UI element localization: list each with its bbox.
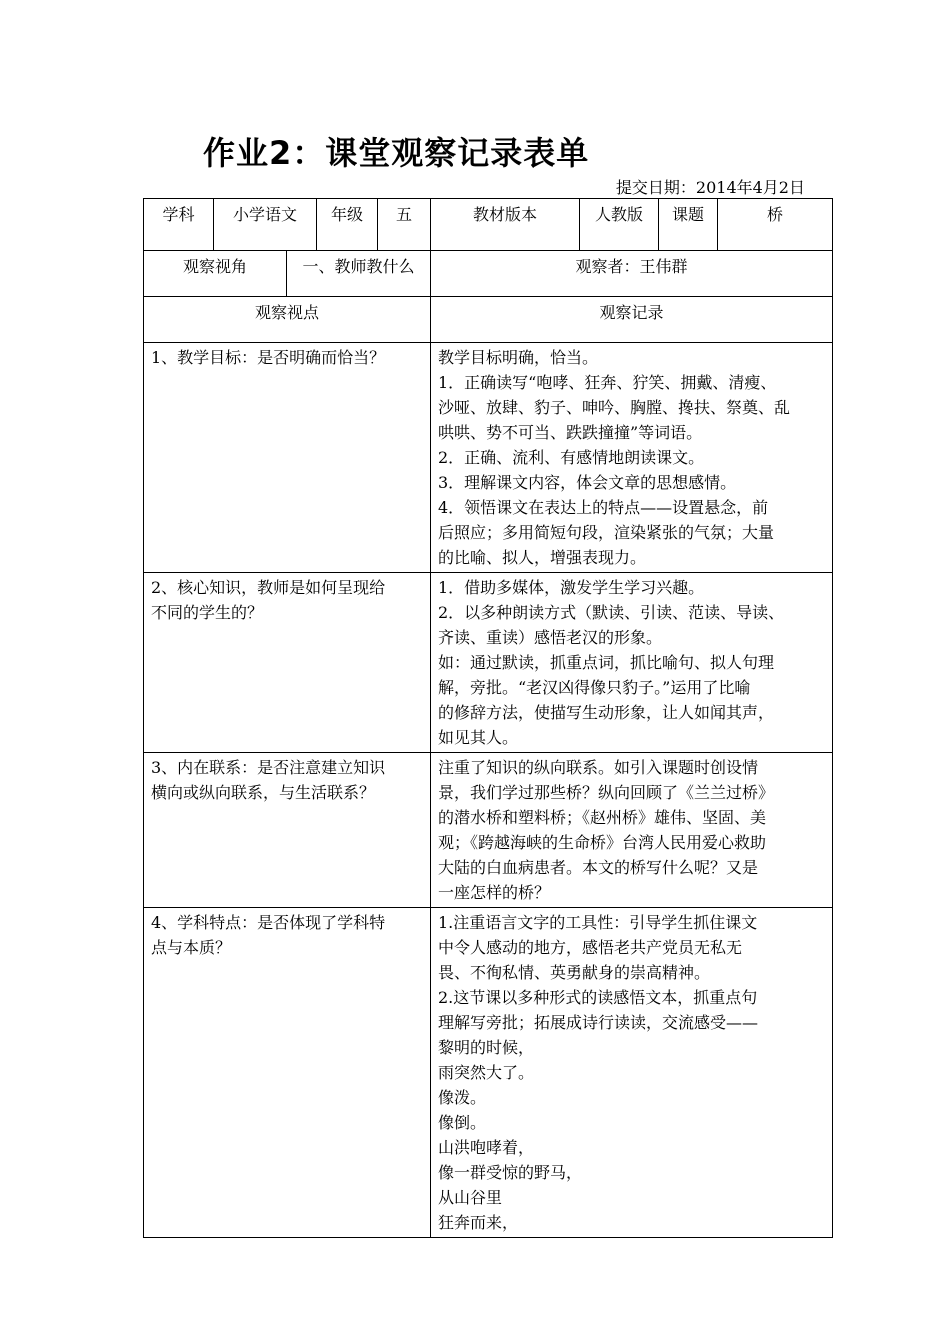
grade-label: 年级 <box>317 199 378 251</box>
record-cell <box>431 573 833 753</box>
record-line: 理解写旁批；拓展成诗行读读，交流感受—— <box>438 1013 759 1032</box>
record-line: 沙哑、放肆、豹子、呻吟、胸膛、搀扶、祭奠、乱 <box>438 398 791 417</box>
point-cell <box>144 343 431 573</box>
record-line: 中令人感动的地方，感悟老共产党员无私无 <box>438 938 743 957</box>
edition-value: 人教版 <box>580 199 659 251</box>
record-line: 像倒。 <box>438 1113 487 1132</box>
record-line: 1．正确读写“咆哮、狂奔、狞笑、拥戴、清瘦、 <box>438 373 777 392</box>
record-line: 黎明的时候， <box>438 1038 535 1057</box>
observation-form <box>143 198 832 1232</box>
subject-label: 学科 <box>144 199 214 251</box>
record-line: 像一群受惊的野马， <box>438 1163 583 1182</box>
table-row <box>144 343 833 573</box>
header-row <box>144 297 833 343</box>
record-line: 2．以多种朗读方式（默读、引读、范读、导读、 <box>438 603 785 622</box>
meta-table <box>143 198 833 251</box>
record-line: 注重了知识的纵向联系。如引入课题时创设情 <box>438 758 759 777</box>
record-line: 的比喻、拟人，增强表现力。 <box>438 548 647 567</box>
table-row <box>144 573 833 753</box>
header-record: 观察记录 <box>431 297 833 343</box>
record-line: 雨突然大了。 <box>438 1063 535 1082</box>
grade-value: 五 <box>378 199 431 251</box>
record-line: 教学目标明确，恰当。 <box>438 348 599 367</box>
record-line: 观；《跨越海峡的生命桥》台湾人民用爱心救助 <box>438 833 767 852</box>
perspective-row <box>144 251 833 297</box>
record-line: 如：通过默读，抓重点词，抓比喻句、拟人句理 <box>438 653 775 672</box>
point-cell <box>144 908 431 1238</box>
record-line: 2．正确、流利、有感情地朗读课文。 <box>438 448 705 467</box>
edition-label: 教材版本 <box>431 199 580 251</box>
submit-date: 提交日期：2014年4月2日 <box>615 178 805 197</box>
record-line: 畏、不徇私情、英勇献身的崇高精神。 <box>438 963 711 982</box>
meta-row <box>144 199 833 251</box>
topic-value: 桥 <box>718 199 833 251</box>
record-line: 3．理解课文内容，体会文章的思想感情。 <box>438 473 737 492</box>
record-cell <box>431 343 833 573</box>
page-title: 作业2：课堂观察记录表单 <box>203 134 590 172</box>
record-cell <box>431 908 833 1238</box>
observer: 观察者：王伟群 <box>431 251 833 297</box>
record-line: 哄哄、势不可当、跌跌撞撞”等词语。 <box>438 423 703 442</box>
record-line: 如见其人。 <box>438 728 519 747</box>
point-line: 点与本质？ <box>151 938 232 957</box>
record-line: 解，旁批。“老汉凶得像只豹子。”运用了比喻 <box>438 678 751 697</box>
header-point: 观察视点 <box>144 297 431 343</box>
record-line: 景，我们学过那些桥？纵向回顾了《兰兰过桥》 <box>438 783 775 802</box>
record-line: 山洪咆哮着， <box>438 1138 535 1157</box>
record-line: 一座怎样的桥？ <box>438 883 551 902</box>
observation-table <box>143 250 833 1238</box>
point-line: 2、核心知识，教师是如何呈现给 <box>151 578 386 597</box>
record-cell <box>431 753 833 908</box>
topic-label: 课题 <box>659 199 718 251</box>
record-line: 狂奔而来， <box>438 1213 519 1232</box>
record-line: 的修辞方法，使描写生动形象，让人如闻其声， <box>438 703 775 722</box>
record-line: 4．领悟课文在表达上的特点——设置悬念，前 <box>438 498 769 517</box>
perspective-label: 观察视角 <box>144 251 287 297</box>
record-line: 齐读、重读）感悟老汉的形象。 <box>438 628 663 647</box>
point-line: 1、教学目标：是否明确而恰当？ <box>151 348 386 367</box>
point-line: 4、学科特点：是否体现了学科特 <box>151 913 386 932</box>
record-line: 的潜水桥和塑料桥；《赵州桥》雄伟、坚固、美 <box>438 808 767 827</box>
perspective-value: 一、教师教什么 <box>287 251 431 297</box>
record-line: 1.注重语言文字的工具性：引导学生抓住课文 <box>438 913 758 932</box>
point-cell <box>144 753 431 908</box>
table-row <box>144 908 833 1238</box>
record-line: 像泼。 <box>438 1088 487 1107</box>
point-line: 3、内在联系：是否注意建立知识 <box>151 758 386 777</box>
record-line: 从山谷里 <box>438 1188 503 1207</box>
subject-value: 小学语文 <box>214 199 317 251</box>
point-line: 不同的学生的？ <box>151 603 264 622</box>
point-cell <box>144 573 431 753</box>
record-line: 后照应；多用简短句段，渲染紧张的气氛；大量 <box>438 523 775 542</box>
point-line: 横向或纵向联系，与生活联系？ <box>151 783 376 802</box>
table-row <box>144 753 833 908</box>
record-line: 2.这节课以多种形式的读感悟文本，抓重点句 <box>438 988 758 1007</box>
record-line: 大陆的白血病患者。本文的桥写什么呢？又是 <box>438 858 759 877</box>
record-line: 1．借助多媒体，激发学生学习兴趣。 <box>438 578 705 597</box>
